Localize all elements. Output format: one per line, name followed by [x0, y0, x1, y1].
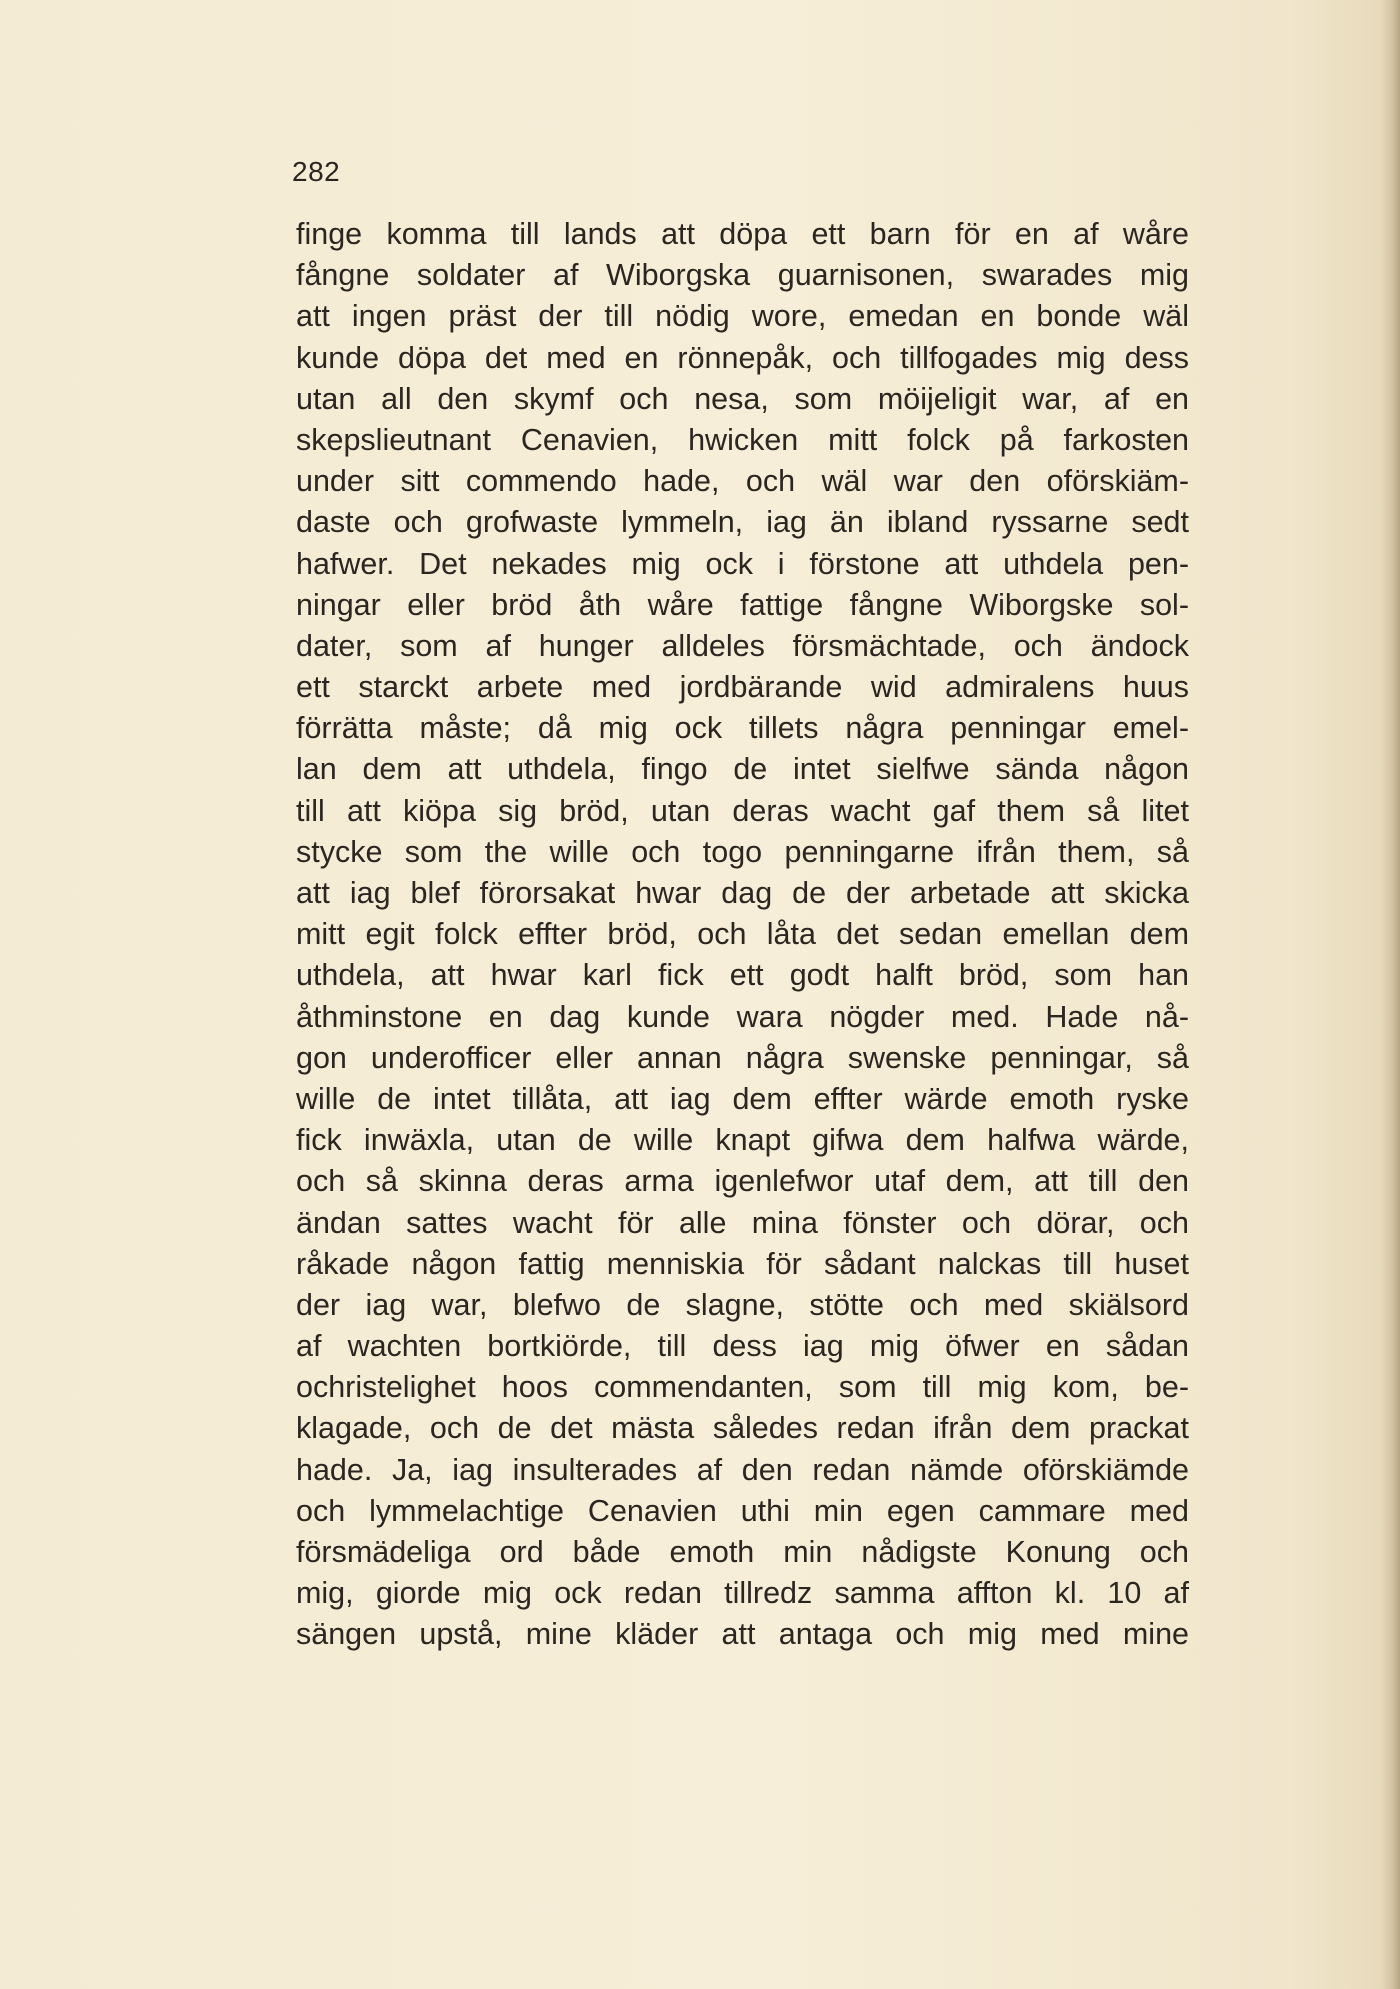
text-line: sängen upstå, mine kläder att antaga och mig med mine: [296, 1617, 1189, 1652]
text-line: fick inwäxla, utan de wille knapt gifwa dem halfwa wärde,: [296, 1123, 1189, 1158]
text-line: förrätta måste; då mig ock tillets några penningar emel-: [296, 711, 1189, 746]
text-line: råkade någon fattig menniskia för sådant nalckas till huset: [296, 1246, 1189, 1281]
text-line: ningar eller bröd åth wåre fattige fångne Wiborgske sol-: [296, 587, 1189, 622]
body-text: [296, 214, 1189, 1656]
text-line: fångne soldater af Wiborgska guarnisonen, swarades mig: [296, 258, 1189, 293]
text-line: ändan sattes wacht för alle mina fönster och dörar, och: [296, 1205, 1189, 1240]
text-line: hade. Ja, iag insulterades af den redan nämde oförskiämde: [296, 1452, 1189, 1487]
text-line: stycke som the wille och togo penningarne ifrån them, så: [296, 834, 1189, 869]
text-line: kunde döpa det med en rönnepåk, och tillfogades mig dess: [296, 340, 1189, 375]
text-line: ett starckt arbete med jordbärande wid admiralens huus: [296, 670, 1189, 705]
text-line: wille de intet tillåta, att iag dem effter wärde emoth ryske: [296, 1081, 1189, 1116]
text-line: finge komma till lands att döpa ett barn för en af wåre: [296, 217, 1189, 251]
text-line: af wachten bortkiörde, till dess iag mig öfwer en sådan: [296, 1329, 1189, 1364]
text-line: der iag war, blefwo de slagne, stötte och med skiälsord: [296, 1287, 1189, 1322]
text-line: utan all den skymf och nesa, som möijeligit war, af en: [296, 381, 1189, 416]
text-line: daste och grofwaste lymmeln, iag än ibland ryssarne sedt: [296, 505, 1189, 540]
text-line: uthdela, att hwar karl fick ett godt halft bröd, som han: [296, 958, 1189, 993]
text-line: försmädeliga ord både emoth min nådigste Konung och: [296, 1535, 1189, 1569]
text-line: mitt egit folck effter bröd, och låta det sedan emellan dem: [296, 917, 1189, 952]
text-line: åthminstone en dag kunde wara nögder med. Hade nå-: [296, 999, 1189, 1034]
page-number: 282: [292, 156, 341, 187]
text-line: att iag blef förorsakat hwar dag de der arbetade att skicka: [296, 876, 1189, 910]
text-line: och så skinna deras arma igenlefwor utaf dem, att till den: [296, 1164, 1189, 1199]
text-line: ochristelighet hoos commendanten, som till mig kom, be-: [296, 1370, 1189, 1405]
text-line: under sitt commendo hade, och wäl war den oförskiäm-: [296, 464, 1189, 499]
text-line: lan dem att uthdela, fingo de intet sielfwe sända någon: [296, 752, 1189, 787]
text-line: till att kiöpa sig bröd, utan deras wacht gaf them så litet: [296, 793, 1189, 828]
text-line: och lymmelachtige Cenavien uthi min egen cammare med: [296, 1493, 1189, 1528]
text-line: mig, giorde mig ock redan tillredz samma affton kl. 10 af: [296, 1576, 1189, 1611]
text-line: att ingen präst der till nödig wore, emedan en bonde wäl: [296, 299, 1189, 334]
page-edge-shadow: [1380, 0, 1400, 1989]
text-line: gon underofficer eller annan några swenske penningar, så: [296, 1040, 1189, 1075]
text-line: klagade, och de det mästa således redan ifrån dem prackat: [296, 1411, 1189, 1446]
text-line: hafwer. Det nekades mig ock i förstone att uthdela pen-: [296, 546, 1189, 581]
text-line: skepslieutnant Cenavien, hwicken mitt folck på farkosten: [296, 422, 1189, 457]
text-line: dater, som af hunger alldeles försmächtade, och ändock: [296, 628, 1189, 663]
